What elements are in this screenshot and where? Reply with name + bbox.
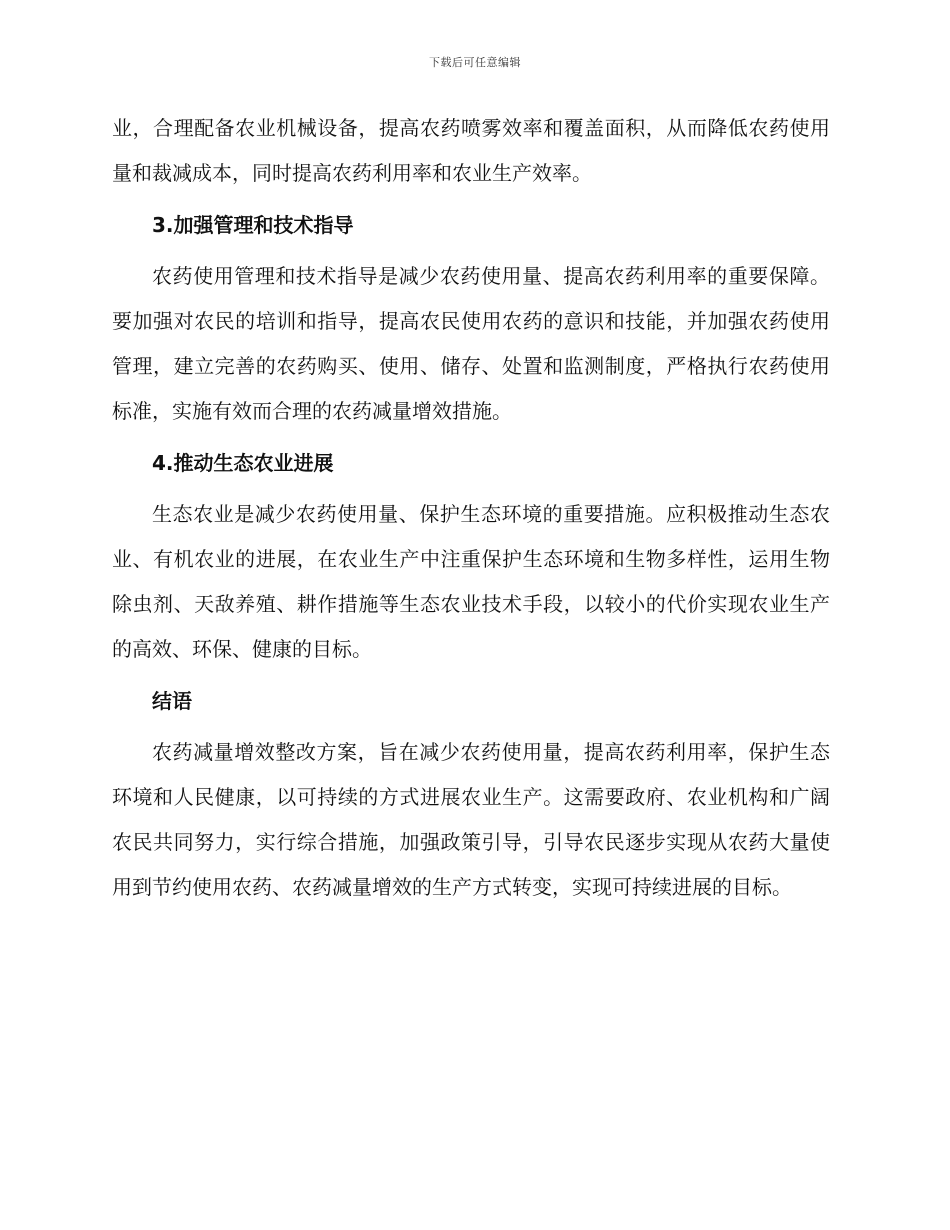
section-heading-conclusion: 结语 <box>152 689 192 713</box>
header-note: 下载后可任意编辑 <box>429 56 521 69</box>
paragraph-management: 农药使用管理和技术指导是减少农药使用量、提高农药利用率的重要保障。要加强对农民的培训和指导，提高农民使用农药的意识和技能，并加强农药使用管理，建立完善的农药购买、使用、储存、处置和监测制度，严格执行农药使用标准，实施有效而合理的农药减量增效措施。 <box>112 264 830 423</box>
paragraph-continued: 业，合理配备农业机械设备，提高农药喷雾效率和覆盖面积，从而降低农药使用量和裁减成本，同时提高农药利用率和农业生产效率。 <box>112 116 830 185</box>
document-body <box>112 106 830 910</box>
section-heading-3: 3.加强管理和技术指导 <box>152 213 354 237</box>
paragraph-conclusion: 农药减量增效整改方案，旨在减少农药使用量，提高农药利用率，保护生态环境和人民健康，以可持续的方式进展农业生产。这需要政府、农业机构和广阔农民共同努力，实行综合措施，加强政策引导，引导农民逐步实现从农药大量使用到节约使用农药、农药减量增效的生产方式转变，实现可持续进展的目标。 <box>112 740 830 899</box>
paragraph-ecological: 生态农业是减少农药使用量、保护生态环境的重要措施。应积极推动生态农业、有机农业的进展，在农业生产中注重保护生态环境和生物多样性，运用生物除虫剂、天敌养殖、耕作措施等生态农业技术手段，以较小的代价实现农业生产的高效、环保、健康的目标。 <box>112 502 830 661</box>
section-heading-4: 4.推动生态农业进展 <box>152 451 334 475</box>
